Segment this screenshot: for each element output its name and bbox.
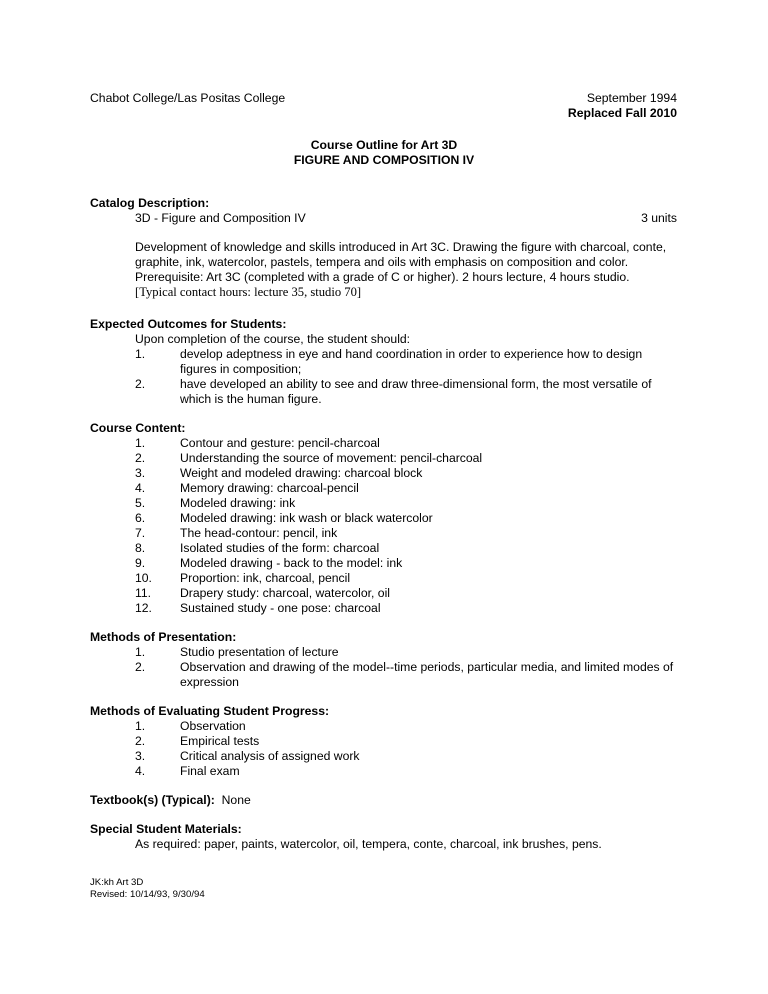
catalog-heading: Catalog Description: bbox=[90, 196, 210, 210]
outcome-text-cont: figures in composition; bbox=[180, 362, 302, 376]
evaluation-item-number: 1. bbox=[135, 719, 146, 733]
content-item-number: 2. bbox=[135, 451, 146, 465]
content-item-number: 11. bbox=[135, 586, 152, 600]
catalog-desc-line-3: Prerequisite: Art 3C (completed with a grade of C or higher). 2 hours lecture, 4 hours studio. bbox=[135, 270, 630, 284]
content-item-number: 5. bbox=[135, 496, 146, 510]
content-item-text: Weight and modeled drawing: charcoal block bbox=[180, 466, 423, 480]
header-institution: Chabot College/Las Positas College bbox=[90, 91, 286, 105]
content-item-text: Modeled drawing: ink wash or black watercolor bbox=[180, 511, 433, 525]
evaluation-item-number: 2. bbox=[135, 734, 146, 748]
title-line-1: Course Outline for Art 3D bbox=[310, 138, 458, 152]
content-item-number: 6. bbox=[135, 511, 146, 525]
materials-text: As required: paper, paints, watercolor, oil, tempera, conte, charcoal, ink brushes, pens. bbox=[135, 837, 602, 851]
textbook-value: None bbox=[221, 793, 251, 807]
outcome-text: develop adeptness in eye and hand coordination in order to experience how to design bbox=[180, 347, 643, 361]
presentation-text-cont: expression bbox=[180, 675, 239, 689]
evaluation-item-text: Critical analysis of assigned work bbox=[180, 749, 360, 763]
header-replaced: Replaced Fall 2010 bbox=[567, 106, 677, 120]
content-item-text: Memory drawing: charcoal-pencil bbox=[180, 481, 359, 495]
materials-heading: Special Student Materials: bbox=[90, 822, 242, 836]
content-heading: Course Content: bbox=[90, 421, 186, 435]
evaluation-item-number: 3. bbox=[135, 749, 146, 763]
textbook-line bbox=[90, 793, 251, 808]
presentation-number: 1. bbox=[135, 645, 146, 659]
content-item-text: Modeled drawing - back to the model: ink bbox=[180, 556, 403, 570]
catalog-desc-line-2: graphite, ink, watercolor, pastels, tempera and oils with emphasis on composition and color. bbox=[135, 255, 629, 269]
evaluation-item-text: Final exam bbox=[180, 764, 240, 778]
presentation-text: Studio presentation of lecture bbox=[180, 645, 339, 659]
content-item-text: Drapery study: charcoal, watercolor, oil bbox=[180, 586, 390, 600]
content-item-text: Modeled drawing: ink bbox=[180, 496, 296, 510]
outcome-number: 1. bbox=[135, 347, 146, 361]
outcomes-intro: Upon completion of the course, the student should: bbox=[135, 332, 411, 346]
content-item-number: 7. bbox=[135, 526, 146, 540]
outcome-text: have developed an ability to see and draw three-dimensional form, the most versatile of bbox=[180, 377, 652, 391]
outcome-number: 2. bbox=[135, 377, 146, 391]
content-item-text: Contour and gesture: pencil-charcoal bbox=[180, 436, 380, 450]
presentation-heading: Methods of Presentation: bbox=[90, 630, 237, 644]
outcome-text-cont: which is the human figure. bbox=[180, 392, 322, 406]
content-item-number: 3. bbox=[135, 466, 146, 480]
content-item-text: Sustained study - one pose: charcoal bbox=[180, 601, 381, 615]
evaluation-item-number: 4. bbox=[135, 764, 146, 778]
content-item-number: 8. bbox=[135, 541, 146, 555]
footer-initials: JK:kh Art 3D bbox=[90, 877, 144, 888]
evaluation-heading: Methods of Evaluating Student Progress: bbox=[90, 704, 330, 718]
catalog-course: 3D - Figure and Composition IV bbox=[135, 211, 306, 225]
outcomes-heading: Expected Outcomes for Students: bbox=[90, 317, 287, 331]
catalog-contact-hours: [Typical contact hours: lecture 35, studio 70] bbox=[135, 285, 362, 299]
content-item-text: Understanding the source of movement: pencil-charcoal bbox=[180, 451, 483, 465]
content-item-text: Isolated studies of the form: charcoal bbox=[180, 541, 380, 555]
textbook-label: Textbook(s) (Typical): bbox=[90, 793, 215, 807]
footer-revised: Revised: 10/14/93, 9/30/94 bbox=[90, 889, 205, 900]
content-item-number: 9. bbox=[135, 556, 146, 570]
catalog-units: 3 units bbox=[641, 211, 677, 225]
presentation-text: Observation and drawing of the model--time periods, particular media, and limited modes of bbox=[180, 660, 674, 674]
title-line-2: FIGURE AND COMPOSITION IV bbox=[293, 153, 475, 167]
content-item-number: 10. bbox=[135, 571, 152, 585]
content-item-text: The head-contour: pencil, ink bbox=[180, 526, 338, 540]
content-item-text: Proportion: ink, charcoal, pencil bbox=[180, 571, 351, 585]
header-date: September 1994 bbox=[586, 91, 677, 105]
content-item-number: 12. bbox=[135, 601, 152, 615]
evaluation-item-text: Observation bbox=[180, 719, 246, 733]
presentation-number: 2. bbox=[135, 660, 146, 674]
content-item-number: 1. bbox=[135, 436, 146, 450]
content-item-number: 4. bbox=[135, 481, 146, 495]
evaluation-item-text: Empirical tests bbox=[180, 734, 260, 748]
catalog-desc-line-1: Development of knowledge and skills introduced in Art 3C. Drawing the figure with charcoal, conte, bbox=[135, 240, 667, 254]
